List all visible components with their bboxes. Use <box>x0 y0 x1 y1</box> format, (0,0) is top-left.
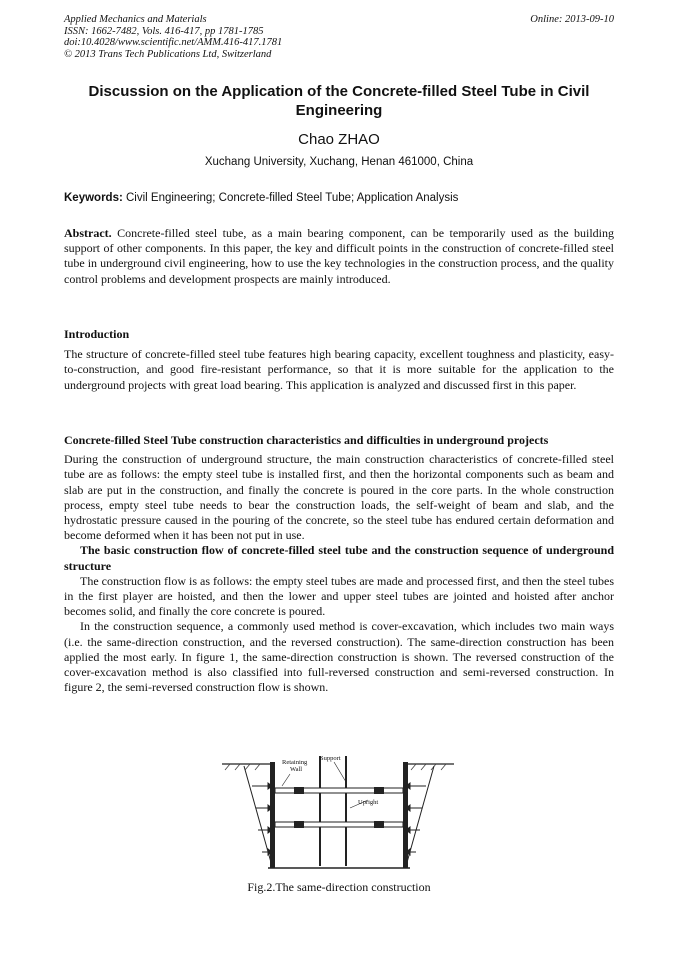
introduction-heading: Introduction <box>64 327 130 341</box>
earth-pressure-arrows-left <box>252 783 272 855</box>
issn-line: ISSN: 1662-7482, Vols. 416-417, pp 1781-1785 <box>64 25 264 37</box>
earth-pressure-arrows-right <box>406 783 426 855</box>
leader-line <box>334 762 346 782</box>
strut-joint <box>374 787 384 794</box>
section2-para1: During the construction of underground structure, the main construction characteristics of concrete-filled steel tube are as follows: the empty steel tube is installed first, and then the horizontal components such as beam and slab are put in the construction, and finally the concrete is poured in the core parts. In the whole construction process, empty steel tube needs to bear the construction loads, the self-weight of beam and slab, and the hydrostatic pressure caused in the pouring of the concrete, so the steel tube has endured certain deformation and become deformed when it has been not put in use. <box>64 452 614 543</box>
keywords <box>64 192 614 204</box>
author-name: Chao ZHAO <box>298 131 380 148</box>
label-support: Support <box>320 755 341 762</box>
section2-heading: Concrete-filled Steel Tube construction characteristics and difficulties in underground projects <box>64 433 549 447</box>
abstract <box>64 226 614 287</box>
keywords-label: Keywords: <box>64 192 123 204</box>
construction-section <box>64 433 614 695</box>
label-wall: Wall <box>290 766 303 773</box>
section2-para3: In the construction sequence, a commonly used method is cover-excavation, which includes two main ways (i.e. the same-direction construction, and the reversed construction). The same-direction construction has been applied the most early. In figure 1, the same-direction construction is shown. The reversed construction of the cover-excavation method is also classified into full-reversed construction and semi-reversed construction. In figure 2, the semi-reversed construction flow is shown. <box>64 619 614 695</box>
figure-caption: Fig.2.The same-direction construction <box>247 880 431 894</box>
online-date: Online: 2013-09-10 <box>530 14 614 25</box>
abstract-text: Concrete-filled steel tube, as a main bearing component, can be temporarily used as the building support of other components. In this paper, the key and difficult points in the construction of concrete-filled steel tube in underground civil engineering, how to use the key technologies in the construction process, and the quality control problems and development prospects are mainly introduced. <box>64 226 615 286</box>
section2-para2: The construction flow is as follows: the empty steel tubes are made and processed first, and then the steel tubes in the first player are hoisted, and then the lower and upper steel tubes are jointed and hoisted after anchor becomes solid, and finally the core concrete is poured. <box>64 573 614 619</box>
label-upright: Upright <box>358 799 379 806</box>
strut-joint <box>294 821 304 828</box>
copyright-line: © 2013 Trans Tech Publications Ltd, Switzerland <box>64 48 272 60</box>
keywords-text: Civil Engineering; Concrete-filled Steel Tube; Application Analysis <box>126 192 459 204</box>
journal-header <box>64 14 282 60</box>
introduction-text: The structure of concrete-filled steel tube features high bearing capacity, excellent toughness and plasticity, easy-to-construction, and good fire-resistant performance, so that it is more suitable for the application to the underground projects with great load bearing. This application is analyzed and discussed first in this paper. <box>64 347 614 392</box>
affiliation: Xuchang University, Xuchang, Henan 461000, China <box>204 156 474 168</box>
journal-name: Applied Mechanics and Materials <box>64 14 207 25</box>
strut-joint <box>374 821 384 828</box>
strut-joint <box>294 787 304 794</box>
introduction-section <box>64 327 614 393</box>
label-retaining: Retaining <box>282 759 308 766</box>
construction-figure <box>222 752 454 876</box>
doi-line[interactable]: doi:10.4028/www.scientific.net/AMM.416-417.1781 <box>64 37 283 48</box>
leader-line <box>282 774 290 786</box>
paper-title: Discussion on the Application of the Concrete-filled Steel Tube in Civil Engineering <box>88 83 590 119</box>
abstract-label: Abstract. <box>64 226 112 240</box>
section2-subheading: The basic construction flow of concrete-filled steel tube and the construction sequence of underground structure <box>64 543 614 573</box>
